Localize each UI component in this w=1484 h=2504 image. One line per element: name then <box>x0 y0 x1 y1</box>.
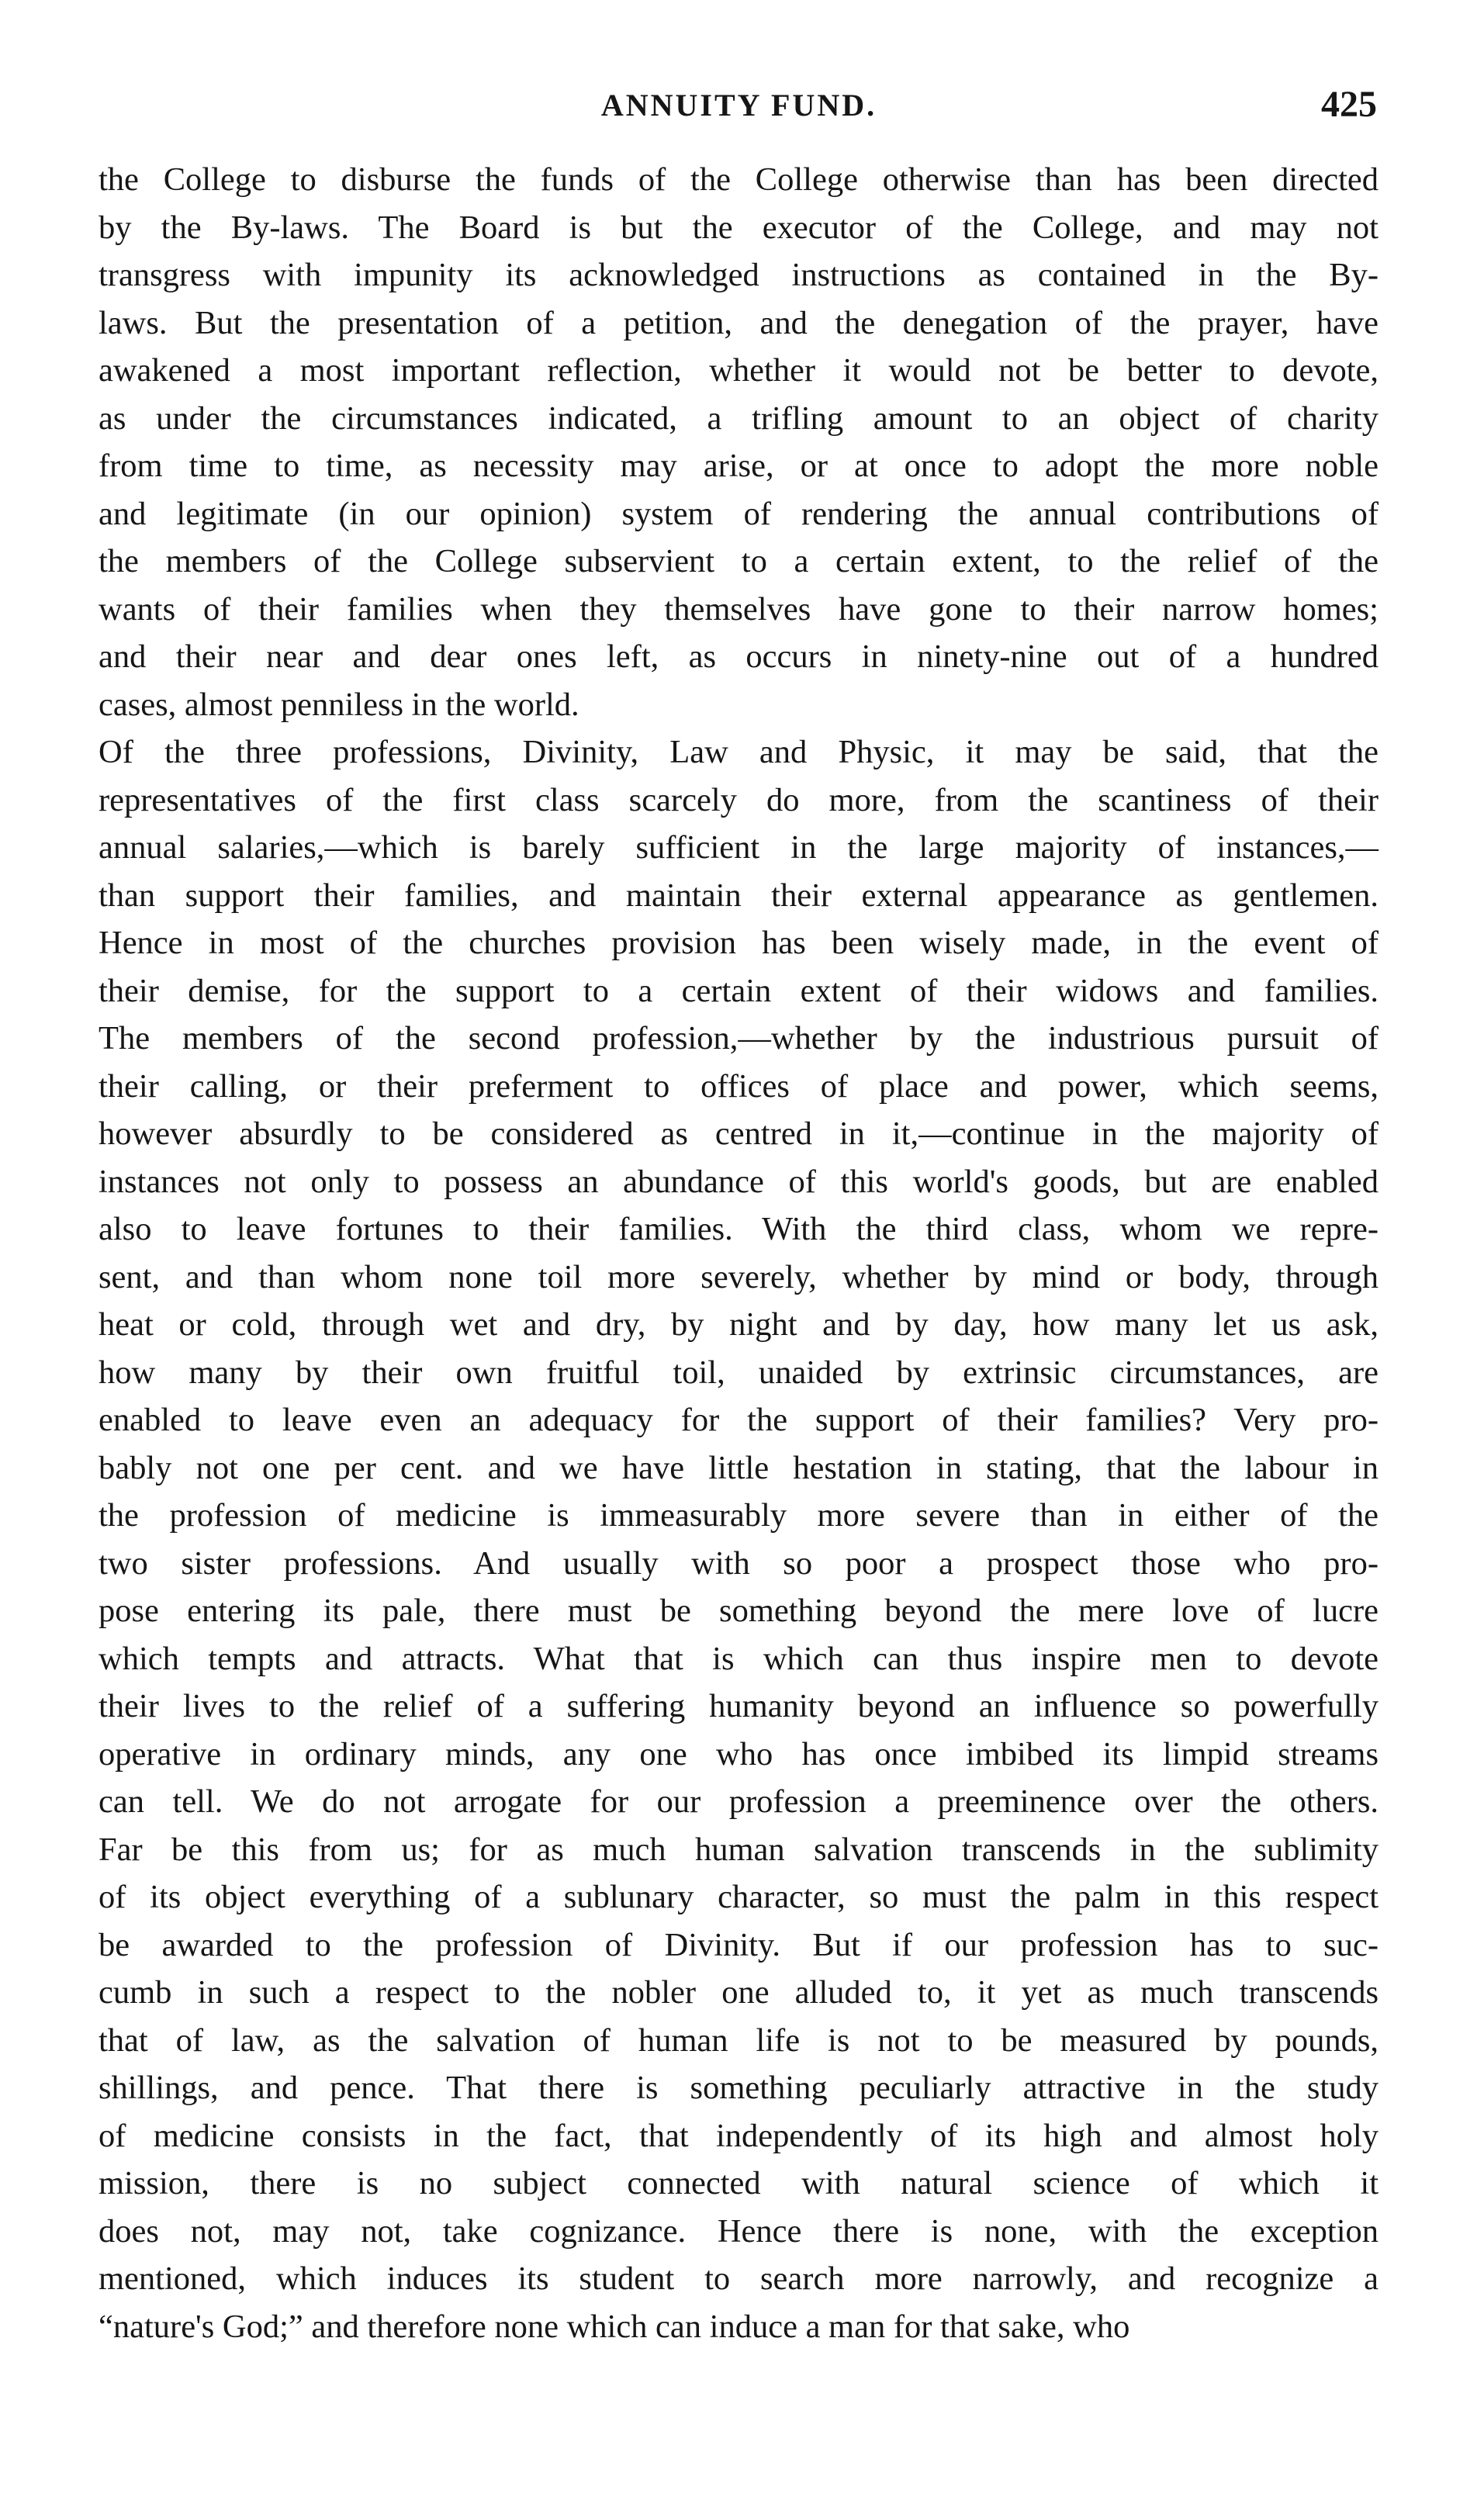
text-line: The members of the second profession,—whether by the industrious pursuit of <box>99 1020 1378 1057</box>
text-line: pose entering its pale, there must be something beyond the mere love of lucre <box>99 1593 1378 1629</box>
text-line: cumb in such a respect to the nobler one alluded to, it yet as much transcends <box>99 1974 1378 2011</box>
text-line: mentioned, which induces its student to search more narrowly, and recognize a <box>99 2260 1378 2297</box>
text-line: that of law, as the salvation of human life is not to be measured by pounds, <box>99 2022 1378 2059</box>
text-line: heat or cold, through wet and dry, by night and by day, how many let us ask, <box>99 1306 1378 1343</box>
text-line: which tempts and attracts. What that is which can thus inspire men to devote <box>99 1640 1378 1677</box>
text-line: however absurdly to be considered as centred in it,—continue in the majority of <box>99 1115 1378 1152</box>
text-line: by the By-laws. The Board is but the executor of the College, and may not <box>99 209 1378 246</box>
text-line: from time to time, as necessity may arise, or at once to adopt the more noble <box>99 448 1378 484</box>
page-number: 425 <box>1321 84 1377 125</box>
text-line: instances not only to possess an abundance of this world's goods, but are enabled <box>99 1163 1378 1200</box>
text-line: shillings, and pence. That there is something peculiarly attractive in the study <box>99 2070 1378 2106</box>
text-line: the members of the College subservient to a certain extent, to the relief of the <box>99 543 1378 579</box>
text-line: of medicine consists in the fact, that independently of its high and almost holy <box>99 2117 1378 2154</box>
running-title: ANNUITY FUND. <box>600 88 877 123</box>
text-line: sent, and than whom none toil more severely, whether by mind or body, through <box>99 1258 1378 1295</box>
text-line: enabled to leave even an adequacy for the support of their families? Very pro- <box>99 1402 1378 1438</box>
text-line: annual salaries,—which is barely sufficient in the large majority of instances,— <box>99 829 1378 866</box>
running-head <box>101 84 1377 141</box>
text-line: does not, may not, take cognizance. Hence there is none, with the exception <box>99 2212 1378 2250</box>
text-line: their lives to the relief of a suffering humanity beyond an influence so powerfully <box>99 1688 1378 1724</box>
text-line: awakened a most important reflection, whether it would not be better to devote, <box>99 352 1378 389</box>
text-line: also to leave fortunes to their families. With the third class, whom we repre- <box>99 1211 1378 1247</box>
text-line: laws. But the presentation of a petition, and the denegation of the prayer, have <box>99 304 1378 341</box>
text-line: wants of their families when they themselves have gone to their narrow homes; <box>99 590 1378 628</box>
text-line: than support their families, and maintain their external appearance as gentlemen. <box>99 877 1378 914</box>
text-line: as under the circumstances indicated, a trifling amount to an object of charity <box>99 399 1378 437</box>
text-line: Of the three professions, Divinity, Law and Physic, it may be said, that the <box>99 734 1378 770</box>
text-line: how many by their own fruitful toil, unaided by extrinsic circumstances, are <box>99 1354 1378 1391</box>
text-line: bably not one per cent. and we have little hestation in stating, that the labour in <box>99 1449 1378 1486</box>
text-line: operative in ordinary minds, any one who has once imbibed its limpid streams <box>99 1735 1378 1773</box>
text-line: can tell. We do not arrogate for our profession a preeminence over the others. <box>99 1783 1378 1820</box>
paragraph <box>99 156 1378 728</box>
text-line: and legitimate (in our opinion) system of rendering the annual contributions of <box>99 495 1378 532</box>
text-line: Far be this from us; for as much human salvation transcends in the sublimity <box>99 1831 1378 1868</box>
text-line: Hence in most of the churches provision has been wisely made, in the event of <box>99 925 1378 961</box>
text-line: “nature's God;” and therefore none which can induce a man for that sake, who <box>99 2308 1130 2345</box>
text-line: two sister professions. And usually with so poor a prospect those who pro- <box>99 1544 1378 1582</box>
text-line: of its object everything of a sublunary character, so must the palm in this respect <box>99 1879 1378 1915</box>
paragraph <box>99 728 1378 2350</box>
text-line: cases, almost penniless in the world. <box>99 686 579 723</box>
text-line: transgress with impunity its acknowledged instructions as contained in the By- <box>99 257 1378 293</box>
text-line: mission, there is no subject connected with natural science of which it <box>99 2165 1378 2201</box>
text-line: their demise, for the support to a certain extent of their widows and families. <box>99 972 1378 1009</box>
text-line: be awarded to the profession of Divinity. But if our profession has to suc- <box>99 1926 1378 1963</box>
text-line: and their near and dear ones left, as occurs in ninety-nine out of a hundred <box>99 638 1378 675</box>
text-line: their calling, or their preferment to offices of place and power, which seems, <box>99 1067 1378 1105</box>
text-line: the College to disburse the funds of the College otherwise than has been directed <box>99 161 1378 198</box>
body-text <box>99 156 1378 2350</box>
text-line: the profession of medicine is immeasurably more severe than in either of the <box>99 1497 1378 1534</box>
text-line: representatives of the first class scarcely do more, from the scantiness of their <box>99 781 1378 818</box>
